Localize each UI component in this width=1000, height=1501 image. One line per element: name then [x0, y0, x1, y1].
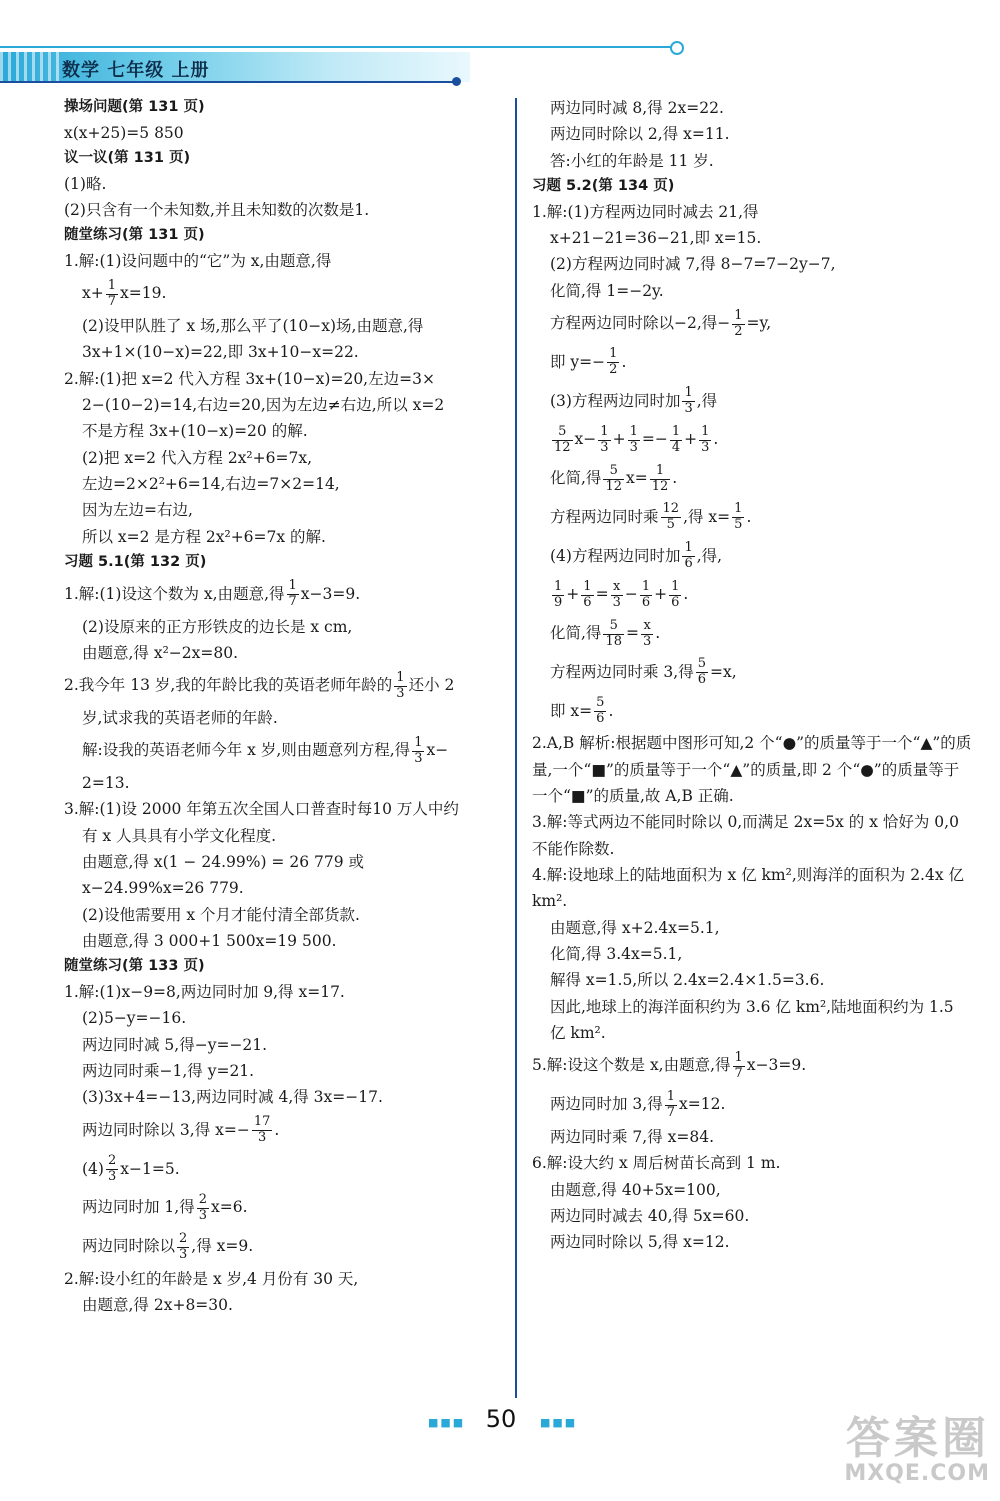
text-line: 2=13. [82, 774, 130, 793]
fraction: $\frac{12}{5}$ [662, 501, 680, 533]
text-line: 有 x 人具具有小学文化程度. [82, 826, 277, 845]
text-line: 化简,得 1=−2y. [550, 281, 664, 300]
fraction: $\frac{x}{3}$ [642, 617, 652, 649]
math-line: 两边同时加 3,得 $\frac{1}{7}$ x=12. [550, 1088, 726, 1120]
text-line: 两边同时乘−1,得 y=21. [82, 1062, 255, 1081]
fraction: $\frac{1}{12}$ [651, 462, 669, 494]
text-line: 2.解:设小红的年龄是 x 岁,4 月份有 30 天, [64, 1269, 359, 1288]
section-heading: 操场问题(第 131 页) [64, 99, 205, 115]
math-line: 化简,得 $\frac{5}{12}$ x= $\frac{1}{12}$ . [550, 462, 678, 494]
fraction: $\frac{5}{12}$ [605, 462, 622, 494]
text-line: 两边同时减去 40,得 5x=60. [550, 1206, 750, 1225]
math-line: 5.解:设这个数是 x,由题意,得 $\frac{1}{7}$ x−3=9. [532, 1049, 807, 1081]
text-line: 两边同时减 8,得 2x=22. [550, 99, 724, 117]
fraction: $\frac{2}{3}$ [179, 1230, 188, 1262]
text-line: 两边同时乘 7,得 x=84. [550, 1127, 715, 1146]
text-line: 岁,试求我的英语老师的年龄. [82, 708, 278, 727]
text-line: 由题意,得 40+5x=100, [550, 1180, 721, 1199]
text-line: (2)设甲队胜了 x 场,那么平了(10−x)场,由题意,得 [82, 317, 424, 336]
text-line: 化简,得 3.4x=5.1, [550, 945, 683, 964]
fraction: $\frac{1}{7}$ [666, 1088, 675, 1120]
text-line: 由题意,得 x²−2x=80. [82, 643, 239, 662]
math-line: x+ $\frac{1}{7}$ x=19. [82, 277, 167, 309]
fraction: $\frac{1}{6}$ [583, 578, 592, 610]
text-line: 1.解:(1)方程两边同时减去 21,得 [532, 202, 759, 221]
text-line: (2)把 x=2 代入方程 2x²+6=7x, [82, 448, 313, 467]
header-stripes [0, 52, 60, 82]
text-line: (3)3x+4=−13,两边同时减 4,得 3x=−17. [82, 1088, 383, 1107]
header-circle-icon [670, 41, 684, 55]
math-line: 即 x= $\frac{5}{6}$ . [550, 695, 614, 727]
page-title: 数学 七年级 上册 [62, 60, 210, 81]
fraction: $\frac{5}{6}$ [596, 695, 605, 727]
text-paragraph: 3.解:等式两边不能同时除以 0,而满足 2x=5x 的 x 恰好为 0,0 不能作除数. [532, 813, 959, 858]
watermark-text: 答案圈 [846, 1413, 990, 1464]
page-dots-right: ■■■ [540, 1416, 578, 1429]
math-line: 方程两边同时除以−2,得− $\frac{1}{2}$ =y, [550, 307, 772, 339]
math-line: 2.我今年 13 岁,我的年龄比我的英语老师年龄的 $\frac{1}{3}$ 还小 2 [64, 669, 455, 701]
text-line: 所以 x=2 是方程 2x²+6=7x 的解. [82, 527, 326, 546]
fraction: $\frac{5}{6}$ [697, 656, 706, 688]
fraction: $\frac{2}{3}$ [198, 1191, 207, 1223]
fraction: $\frac{1}{4}$ [671, 423, 681, 455]
left-column [64, 95, 510, 1319]
math-line: 方程两边同时乘 3,得 $\frac{5}{6}$ =x, [550, 656, 737, 688]
text-line: (2)只含有一个未知数,并且未知数的次数是1. [64, 200, 370, 219]
fraction: $\frac{x}{3}$ [612, 578, 621, 610]
fraction: $\frac{1}{7}$ [107, 277, 117, 309]
math-line: 两边同时除以 3,得 x=− $\frac{17}{3}$ . [82, 1114, 280, 1146]
fraction: $\frac{1}{5}$ [734, 501, 743, 533]
text-line: 2−(10−2)=14,右边=20,因为左边≠右边,所以 x=2 [82, 396, 445, 415]
math-line: 化简,得 $\frac{5}{18}$ = $\frac{x}{3}$ . [550, 617, 661, 649]
text-line: 由题意,得 3 000+1 500x=19 500. [82, 932, 337, 951]
math-line: 方程两边同时乘 $\frac{12}{5}$ ,得 x= $\frac{1}{5}$ . [550, 501, 752, 533]
text-line: 由题意,得 x(1 − 24.99%) = 26 779 或 [82, 853, 364, 872]
math-line: 即 y=− $\frac{1}{2}$ . [550, 346, 627, 378]
text-line: 左边=2×2²+6=14,右边=7×2=14, [82, 475, 340, 494]
section-heading: 议一议(第 131 页) [64, 149, 191, 166]
math-line: $\frac{5}{12}$ x− $\frac{1}{3}$ + $\frac{1}{3}$ =− $\frac{1}{4}$ + $\frac{1}{3}$ . [554, 423, 719, 455]
fraction: $\frac{1}{6}$ [684, 540, 693, 572]
page-number: 50 [485, 1405, 517, 1433]
fraction: $\frac{1}{9}$ [554, 578, 563, 610]
fraction: $\frac{5}{12}$ [554, 423, 571, 455]
right-column [532, 95, 972, 1256]
text-paragraph: 2.A,B 解析:根据题中图形可知,2 个“●”的质量等于一个“▲”的质量,一个“■”的质量等于一个“▲”的质量,即 2 个“●”的质量等于一个“■”的质量,故 A,B 正确. [532, 734, 972, 805]
text-line: (2)方程两边同时减 7,得 8−7=7−2y−7, [550, 255, 836, 274]
text-line: 由题意,得 2x+8=30. [82, 1296, 233, 1315]
fraction: $\frac{1}{3}$ [629, 423, 638, 455]
text-line: (2)5−y=−16. [82, 1009, 187, 1028]
text-line: 答:小红的年龄是 11 岁. [550, 151, 714, 170]
section-heading: 随堂练习(第 133 页) [64, 958, 205, 975]
text-line: 解得 x=1.5,所以 2.4x=2.4×1.5=3.6. [550, 971, 825, 990]
fraction: $\frac{1}{3}$ [600, 423, 609, 455]
page-dots-left: ■■■ [428, 1416, 466, 1429]
text-line: 两边同时除以 5,得 x=12. [550, 1233, 730, 1252]
text-line: 因为左边=右边, [82, 501, 193, 520]
fraction: $\frac{1}{3}$ [701, 423, 710, 455]
math-line: $\frac{1}{9}$ + $\frac{1}{6}$ = $\frac{x}{3}$ − $\frac{1}{6}$ + $\frac{1}{6}$ . [554, 578, 689, 610]
fraction: $\frac{1}{2}$ [609, 346, 618, 378]
header-bottom-line [0, 81, 458, 83]
text-line: 1.解:(1)设问题中的“它”为 x,由题意,得 [64, 251, 332, 270]
column-divider [515, 98, 517, 1398]
header-dot-icon [452, 77, 461, 86]
text-line: x(x+25)=5 850 [64, 123, 184, 142]
text-line: (1)略. [64, 174, 107, 193]
section-heading: 习题 5.1(第 132 页) [64, 554, 207, 571]
fraction: $\frac{1}{3}$ [684, 385, 693, 417]
text-line: 6.解:设大约 x 周后树苗长高到 1 m. [532, 1154, 781, 1173]
math-line: 1.解:(1)设这个数为 x,由题意,得 $\frac{1}{7}$ x−3=9. [64, 578, 361, 610]
text-line: (2)设他需要用 x 个月才能付清全部货款. [82, 905, 360, 924]
text-line: 2.解:(1)把 x=2 代入方程 3x+(10−x)=20,左边=3× [64, 369, 435, 388]
math-line: 两边同时除以 $\frac{2}{3}$ ,得 x=9. [82, 1230, 254, 1262]
text-line: 两边同时减 5,得−y=−21. [82, 1035, 268, 1054]
fraction: $\frac{1}{3}$ [396, 669, 405, 701]
text-line: (2)设原来的正方形铁皮的边长是 x cm, [82, 617, 353, 636]
math-line: 两边同时加 1,得 $\frac{2}{3}$ x=6. [82, 1191, 248, 1223]
text-line: x+21−21=36−21,即 x=15. [550, 229, 762, 248]
text-line: 由题意,得 x+2.4x=5.1, [550, 918, 720, 937]
watermark [800, 1413, 990, 1487]
math-line: (4)方程两边同时加 $\frac{1}{6}$ ,得, [550, 540, 723, 572]
text-line: 3x+1×(10−x)=22,即 3x+10−x=22. [82, 343, 359, 362]
text-paragraph: 因此,地球上的海洋面积约为 3.6 亿 km²,陆地面积约为 1.5 亿 km². [550, 997, 954, 1043]
fraction: $\frac{1}{6}$ [671, 578, 680, 610]
section-heading: 习题 5.2(第 134 页) [532, 178, 675, 195]
text-line: 不是方程 3x+(10−x)=20 的解. [82, 422, 308, 441]
text-line: 两边同时除以 2,得 x=11. [550, 125, 730, 144]
math-line: 解:设我的英语老师今年 x 岁,则由题意列方程,得 $\frac{1}{3}$ x− [82, 734, 449, 766]
text-line: 3.解:(1)设 2000 年第五次全国人口普查时每10 万人中约 [64, 800, 459, 819]
fraction: $\frac{1}{7}$ [734, 1049, 743, 1081]
fraction: $\frac{1}{7}$ [288, 578, 297, 610]
watermark-url: MXQE.COM [844, 1461, 990, 1487]
text-line: 1.解:(1)x−9=8,两边同时加 9,得 x=17. [64, 983, 345, 1002]
fraction: $\frac{17}{3}$ [253, 1114, 271, 1146]
fraction: $\frac{5}{18}$ [605, 617, 622, 649]
fraction: $\frac{1}{2}$ [734, 307, 743, 339]
text-line: x−24.99%x=26 779. [82, 879, 244, 898]
text-paragraph: 4.解:设地球上的陆地面积为 x 亿 km²,则海洋的面积为 2.4x 亿 km². [532, 866, 965, 911]
fraction: $\frac{1}{3}$ [414, 734, 423, 766]
fraction: $\frac{2}{3}$ [107, 1153, 117, 1185]
fraction: $\frac{1}{6}$ [641, 578, 651, 610]
header-top-line [0, 46, 672, 48]
math-line: (3)方程两边同时加 $\frac{1}{3}$ ,得 [550, 385, 718, 417]
section-heading: 随堂练习(第 131 页) [64, 227, 205, 244]
math-line: (4) $\frac{2}{3}$ x−1=5. [82, 1153, 180, 1185]
